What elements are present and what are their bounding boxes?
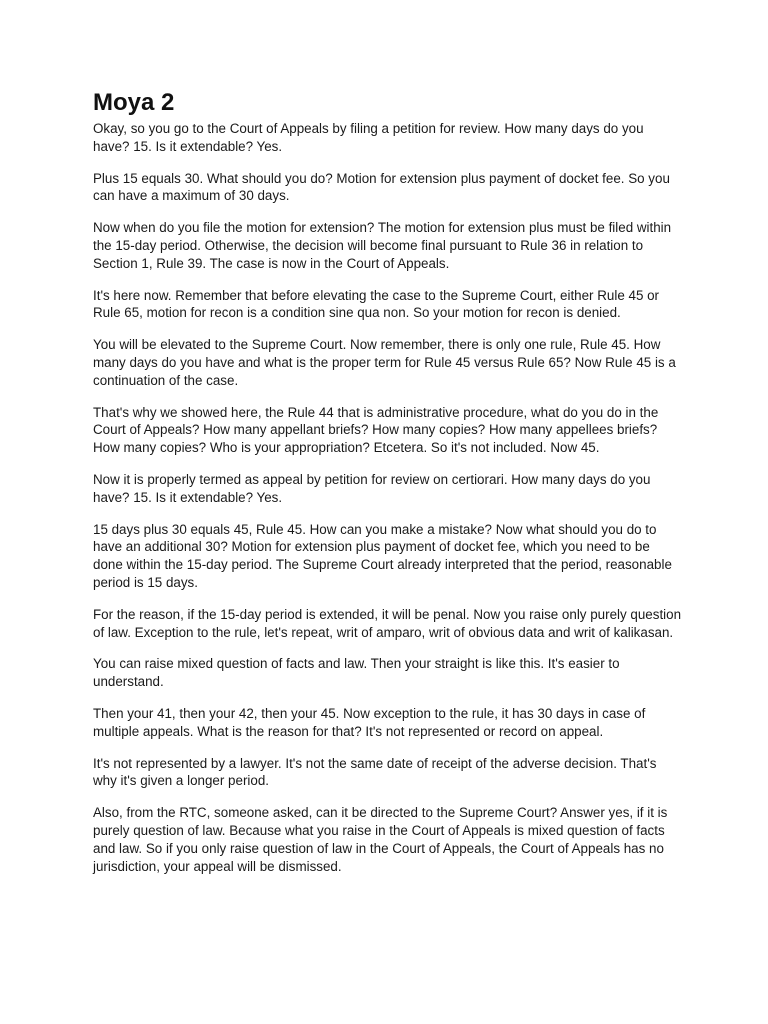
paragraph-7: Now it is properly termed as appeal by petition for review on certiorari. How many days do you have? 15. Is it extendable? Yes.: [93, 471, 651, 505]
paragraph-5: You will be elevated to the Supreme Court. Now remember, there is only one rule, Rule 45. How many days do you have and what is the proper term for Rule 45 versus Rule 65? Now Rule 45 is a continuation of the case.: [93, 337, 676, 388]
paragraph-1: Okay, so you go to the Court of Appeals by filing a petition for review. How many days do you have? 15. Is it extendable? Yes.: [93, 121, 644, 154]
paragraph-13: Also, from the RTC, someone asked, can it be directed to the Supreme Court? Answer yes, if it is purely question of law. Because what you raise in the Court of Appeals is mixed question of facts and law. So if you only raise question of law in the Court of Appeals, the Court of Appeals has no jurisdiction, your appeal will be dismissed.: [93, 805, 668, 874]
paragraph-8: 15 days plus 30 equals 45, Rule 45. How can you make a mistake? Now what should you do to have an additional 30? Motion for extension plus payment of docket fee, which you need to be done within the 15-day period. The Supreme Court already interpreted that the period, reasonable period is 15 days.: [93, 521, 672, 590]
paragraph-4: It's here now. Remember that before elevating the case to the Supreme Court, either Rule 45 or Rule 65, motion for recon is a condition sine qua non. So your motion for recon is denied.: [93, 287, 660, 321]
paragraph-12: It's not represented by a lawyer. It's not the same date of receipt of the adverse decision. That's why it's given a longer period.: [93, 755, 657, 789]
paragraph-9: For the reason, if the 15-day period is extended, it will be penal. Now you raise only purely question of law. Exception to the rule, let's repeat, writ of amparo, writ of obvious data and writ of kalikasan.: [93, 606, 682, 640]
paragraph-2: Plus 15 equals 30. What should you do? Motion for extension plus payment of docket fee. So you can have a maximum of 30 days.: [93, 170, 670, 204]
paragraph-6: That's why we showed here, the Rule 44 that is administrative procedure, what do you do in the Court of Appeals? How many appellant briefs? How many copies? How many appellees briefs? How many copies? Who is your appropriation? Etcetera. So it's not included. Now 45.: [93, 404, 659, 456]
paragraph-3: Now when do you file the motion for extension? The motion for extension plus must be filed within the 15-day period. Otherwise, the decision will become final pursuant to Rule 36 in relation to Section 1, Rule 39. The case is now in the Court of Appeals.: [93, 220, 672, 271]
document-page: [93, 88, 683, 889]
document-title: Moya 2: [93, 89, 175, 116]
paragraph-11: Then your 41, then your 42, then your 45. Now exception to the rule, it has 30 days in case of multiple appeals. What is the reason for that? It's not represented or record on appeal.: [93, 705, 646, 739]
paragraph-10: You can raise mixed question of facts and law. Then your straight is like this. It's easier to understand.: [93, 656, 620, 690]
